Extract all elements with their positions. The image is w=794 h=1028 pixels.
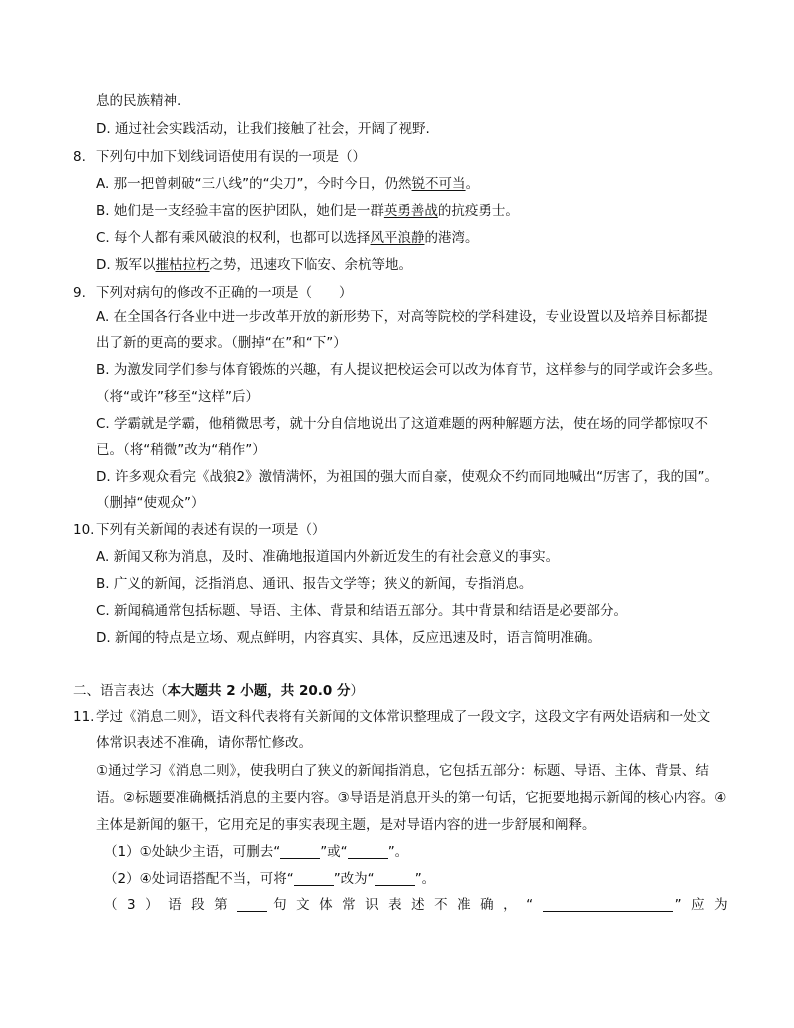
answer-blank[interactable] — [348, 844, 388, 859]
option-b-line-2: （将“或许”移至“这样”后） — [96, 389, 259, 405]
option-d: D. 新闻的特点是立场、观点鲜明，内容真实、具体，反应迅速及时，语言简明准确。 — [96, 630, 601, 646]
underlined-term: 摧枯拉朽 — [155, 257, 210, 273]
passage-line-3: 主体是新闻的躯干，它用充足的事实表现主题，是对导语内容的进一步舒展和阐释。 — [96, 817, 596, 833]
answer-blank[interactable] — [237, 897, 267, 912]
answer-blank[interactable] — [280, 844, 320, 859]
passage-line-2: 语。②标题要准确概括消息的主要内容。③导语是消息开头的第一句话，它扼要地揭示新闻的核心内容。④ — [96, 790, 727, 806]
option-a: A. 新闻又称为消息，及时、准确地报道国内外新近发生的有社会意义的事实。 — [96, 549, 560, 565]
question-stem-line-2: 体常识表述不准确，请你帮忙修改。 — [96, 735, 312, 751]
option-c: C. 每个人都有乘风破浪的权利，也都可以选择风平浪静的港湾。 — [96, 230, 479, 246]
option-c-line-2: 已。（将“稍微”改为“稍作”） — [96, 442, 266, 458]
option-a: A. 那一把曾刺破“三八线”的“尖刀”，今时今日，仍然锐不可当。 — [96, 176, 480, 192]
passage-line-1: ①通过学习《消息二则》，使我明白了狭义的新闻指消息，它包括五部分：标题、导语、主体、背景、结 — [96, 763, 709, 779]
question-number: 8. — [73, 149, 86, 165]
question-number: 9. — [73, 285, 86, 301]
intro-line-2: D. 通过社会实践活动，让我们接触了社会，开阔了视野. — [96, 121, 430, 137]
underlined-term: 锐不可当 — [411, 176, 466, 192]
answer-blank[interactable] — [543, 897, 673, 912]
option-c: C. 新闻稿通常包括标题、导语、主体、背景和结语五部分。其中背景和结语是必要部分。 — [96, 603, 628, 619]
option-d-line-2: （删掉“使观众”） — [96, 495, 205, 511]
intro-line-1: 息的民族精神. — [96, 93, 182, 109]
option-d: D. 叛军以摧枯拉朽之势，迅速攻下临安、余杭等地。 — [96, 257, 412, 273]
question-number: 11. — [73, 709, 95, 725]
answer-blank[interactable] — [375, 871, 415, 886]
question-stem-line-1: 学过《消息二则》，语文科代表将有关新闻的文体常识整理成了一段文字，这段文字有两处语病和一处文 — [96, 709, 711, 725]
option-a-line-2: 出了新的更高的要求。（删掉“在”和“下”） — [96, 335, 347, 351]
underlined-term: 英勇善战 — [383, 203, 438, 219]
option-c-line-1: C. 学霸就是学霸，他稍微思考，就十分自信地说出了这道难题的两种解题方法，使在场的同学都惊叹不 — [96, 416, 709, 432]
sub-question-2: （2）④处词语搭配不当，可将“ ”改为“ ”。 — [104, 871, 436, 887]
option-d-line-1: D. 许多观众看完《战狼2》激情满怀，为祖国的强大而自豪，使观众不约而同地喊出“厉害了，我的国”。 — [96, 469, 719, 485]
question-stem: 下列有关新闻的表述有误的一项是（） — [96, 522, 326, 538]
sub-question-1: （1）①处缺少主语，可删去“ ”或“ ”。 — [104, 844, 409, 860]
section-heading: 二、语言表达（本大题共 2 小题，共 20.0 分） — [73, 683, 365, 699]
underlined-term: 风平浪静 — [370, 230, 425, 246]
option-b-line-1: B. 为激发同学们参与体育锻炼的兴趣，有人提议把校运会可以改为体育节，这样参与的同学或许会多些。 — [96, 362, 722, 378]
sub-question-3: （3）语段第 句文体常识表述不准确，“ ”应为 — [104, 897, 738, 913]
option-b: B. 她们是一支经验丰富的医护团队，她们是一群英勇善战的抗疫勇士。 — [96, 203, 519, 219]
answer-blank[interactable] — [294, 871, 334, 886]
option-b: B. 广义的新闻，泛指消息、通讯、报告文学等；狭义的新闻，专指消息。 — [96, 576, 533, 592]
option-a-line-1: A. 在全国各行各业中进一步改革开放的新形势下，对高等院校的学科建设，专业设置以及培养目标都提 — [96, 309, 708, 325]
question-stem: 下列句中加下划线词语使用有误的一项是（） — [96, 149, 366, 165]
question-stem: 下列对病句的修改不正确的一项是（ ） — [96, 285, 353, 301]
question-number: 10. — [73, 522, 95, 538]
